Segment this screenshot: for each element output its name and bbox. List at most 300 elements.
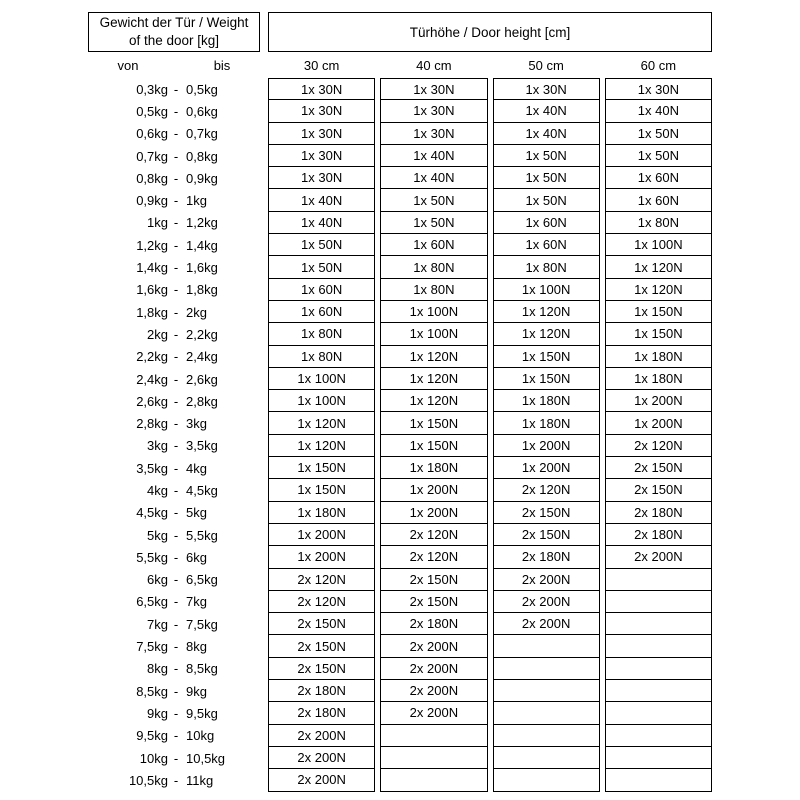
spring-value-cell: 2x 180N <box>268 680 375 702</box>
weight-header-line1: Gewicht der Tür / Weight <box>99 15 249 30</box>
weight-from: 2,4kg <box>136 371 168 387</box>
spring-value-cell: 1x 100N <box>268 390 375 412</box>
spring-value-cell <box>605 591 712 613</box>
spring-value-cell: 2x 120N <box>605 435 712 457</box>
weight-from: 1,2kg <box>136 237 168 253</box>
spring-values <box>268 702 712 724</box>
col-header-bis: bis <box>213 57 231 73</box>
table-row <box>88 390 712 412</box>
spring-value-cell: 1x 200N <box>605 412 712 434</box>
weight-range <box>88 702 260 724</box>
table-row <box>88 591 712 613</box>
spring-value-cell: 1x 200N <box>268 524 375 546</box>
spring-values <box>268 569 712 591</box>
spring-values <box>268 479 712 501</box>
col-header-von: von <box>117 57 139 73</box>
weight-from: 6kg <box>147 572 168 588</box>
weight-to: 7,5kg <box>186 616 218 632</box>
weight-from: 6,5kg <box>136 594 168 610</box>
spring-values <box>268 524 712 546</box>
spring-value-cell: 2x 150N <box>493 524 600 546</box>
weight-range <box>88 412 260 434</box>
weight-from: 10,5kg <box>128 772 168 788</box>
weight-to: 4,5kg <box>186 482 218 498</box>
spring-value-cell: 2x 200N <box>493 569 600 591</box>
weight-to: 9kg <box>186 683 207 699</box>
spring-value-cell <box>493 635 600 657</box>
weight-to: 0,8kg <box>186 148 218 164</box>
spring-value-cell <box>605 769 712 791</box>
spring-value-cell: 1x 30N <box>268 145 375 167</box>
table-row <box>88 256 712 278</box>
weight-to: 2,6kg <box>186 371 218 387</box>
weight-column-headers <box>88 58 260 73</box>
spring-value-cell: 2x 120N <box>268 591 375 613</box>
spring-value-cell: 1x 50N <box>268 234 375 256</box>
range-separator: - <box>173 103 179 119</box>
spring-value-cell: 1x 80N <box>380 279 487 301</box>
weight-range <box>88 346 260 368</box>
weight-from: 0,6kg <box>136 126 168 142</box>
spring-value-cell: 1x 50N <box>493 189 600 211</box>
range-separator: - <box>173 705 179 721</box>
spring-value-cell <box>605 702 712 724</box>
spring-values <box>268 635 712 657</box>
spring-value-cell: 1x 200N <box>493 435 600 457</box>
height-col-header: 30 cm <box>303 57 340 73</box>
door-height-header: Türhöhe / Door height [cm] <box>268 12 712 52</box>
height-col-header: 50 cm <box>528 57 564 73</box>
spring-value-cell: 1x 200N <box>380 502 487 524</box>
range-separator: - <box>173 505 179 521</box>
range-separator: - <box>173 549 179 565</box>
range-separator: - <box>173 728 179 744</box>
spring-value-cell: 2x 150N <box>493 502 600 524</box>
spring-value-cell: 1x 40N <box>268 189 375 211</box>
table-row <box>88 412 712 434</box>
weight-from: 1,6kg <box>136 282 168 298</box>
spring-values <box>268 725 712 747</box>
spring-value-cell: 1x 40N <box>380 167 487 189</box>
spring-value-cell: 2x 200N <box>605 546 712 568</box>
spring-values <box>268 658 712 680</box>
spring-value-cell: 1x 60N <box>380 234 487 256</box>
table-body <box>88 78 712 792</box>
weight-header-line2: of the door [kg] <box>128 33 220 48</box>
spring-values <box>268 279 712 301</box>
range-separator: - <box>173 683 179 699</box>
spring-value-cell: 2x 200N <box>268 769 375 791</box>
table-header-row <box>88 12 712 52</box>
spring-value-cell: 1x 30N <box>380 123 487 145</box>
weight-from: 4kg <box>147 482 168 498</box>
weight-range <box>88 256 260 278</box>
spring-value-cell: 1x 200N <box>605 390 712 412</box>
table-row <box>88 189 712 211</box>
weight-range <box>88 658 260 680</box>
weight-to: 1,6kg <box>186 260 218 276</box>
spring-value-cell: 2x 120N <box>493 479 600 501</box>
spring-values <box>268 368 712 390</box>
spring-value-cell <box>380 769 487 791</box>
spring-value-cell: 1x 80N <box>380 256 487 278</box>
spring-values <box>268 123 712 145</box>
weight-to: 4kg <box>186 460 207 476</box>
col-header-spacer <box>168 58 184 73</box>
spring-value-cell: 1x 200N <box>268 546 375 568</box>
range-separator: - <box>173 193 179 209</box>
weight-from: 0,3kg <box>136 81 168 97</box>
range-separator: - <box>173 661 179 677</box>
spring-value-cell: 1x 50N <box>605 123 712 145</box>
weight-header <box>88 12 260 52</box>
spring-values <box>268 613 712 635</box>
spring-value-cell: 2x 150N <box>605 479 712 501</box>
spring-values <box>268 323 712 345</box>
weight-range <box>88 769 260 791</box>
spring-values <box>268 167 712 189</box>
weight-range <box>88 100 260 122</box>
table-row <box>88 100 712 122</box>
weight-to: 0,7kg <box>186 126 218 142</box>
range-separator: - <box>173 616 179 632</box>
height-column-headers <box>268 58 712 73</box>
spring-value-cell: 2x 150N <box>380 569 487 591</box>
weight-to: 8,5kg <box>186 661 218 677</box>
weight-from: 9,5kg <box>136 728 168 744</box>
spring-value-cell: 1x 40N <box>268 212 375 234</box>
range-separator: - <box>173 326 179 342</box>
spring-values <box>268 256 712 278</box>
weight-to: 10kg <box>186 728 215 744</box>
weight-range <box>88 234 260 256</box>
height-col-header: 60 cm <box>640 57 677 73</box>
table-row <box>88 725 712 747</box>
spring-value-cell: 2x 120N <box>380 524 487 546</box>
weight-range <box>88 279 260 301</box>
weight-to: 11kg <box>186 772 214 788</box>
table-row <box>88 346 712 368</box>
spring-value-cell: 2x 180N <box>380 613 487 635</box>
spring-value-cell: 1x 80N <box>605 212 712 234</box>
table-row <box>88 167 712 189</box>
spring-values <box>268 435 712 457</box>
spring-value-cell: 1x 120N <box>605 256 712 278</box>
spring-value-cell <box>493 769 600 791</box>
column-header-row <box>88 52 712 78</box>
range-separator: - <box>173 260 179 276</box>
weight-from: 2,2kg <box>136 349 168 365</box>
spring-value-cell: 1x 180N <box>268 502 375 524</box>
range-separator: - <box>173 237 179 253</box>
spring-value-cell <box>493 725 600 747</box>
weight-range <box>88 78 260 100</box>
spring-value-cell: 1x 120N <box>380 390 487 412</box>
spring-value-cell <box>380 747 487 769</box>
weight-to: 2,2kg <box>186 326 218 342</box>
table-row <box>88 635 712 657</box>
spring-value-cell: 2x 120N <box>268 569 375 591</box>
weight-from: 0,9kg <box>136 193 168 209</box>
spring-value-cell <box>605 613 712 635</box>
door-weight-height-table <box>88 12 712 792</box>
table-row <box>88 546 712 568</box>
range-separator: - <box>173 126 179 142</box>
spring-value-cell: 1x 30N <box>380 78 487 100</box>
spring-value-cell: 1x 120N <box>268 412 375 434</box>
weight-range <box>88 747 260 769</box>
spring-values <box>268 301 712 323</box>
spring-values <box>268 680 712 702</box>
table-row <box>88 747 712 769</box>
spring-value-cell <box>605 747 712 769</box>
weight-from: 2kg <box>147 326 168 342</box>
spring-values <box>268 769 712 791</box>
weight-range <box>88 591 260 613</box>
spring-value-cell: 1x 50N <box>605 145 712 167</box>
weight-to: 10,5kg <box>186 750 226 766</box>
range-separator: - <box>173 170 179 186</box>
spring-value-cell: 2x 200N <box>380 635 487 657</box>
spring-value-cell: 1x 30N <box>268 123 375 145</box>
spring-value-cell: 1x 120N <box>268 435 375 457</box>
table-row <box>88 301 712 323</box>
spring-value-cell: 2x 200N <box>493 591 600 613</box>
spring-values <box>268 412 712 434</box>
spring-value-cell: 1x 100N <box>493 279 600 301</box>
range-separator: - <box>173 460 179 476</box>
spring-value-cell: 1x 120N <box>493 301 600 323</box>
weight-to: 8kg <box>186 639 207 655</box>
spring-value-cell: 1x 180N <box>605 346 712 368</box>
table-row <box>88 123 712 145</box>
weight-to: 2,8kg <box>186 393 218 409</box>
weight-from: 9kg <box>147 705 168 721</box>
weight-from: 7,5kg <box>136 639 168 655</box>
spring-value-cell: 1x 60N <box>268 301 375 323</box>
spring-value-cell: 1x 30N <box>380 100 487 122</box>
spring-value-cell: 1x 30N <box>268 100 375 122</box>
spring-value-cell: 1x 150N <box>493 368 600 390</box>
spring-value-cell: 1x 150N <box>493 346 600 368</box>
range-separator: - <box>173 639 179 655</box>
spring-value-cell: 1x 40N <box>493 100 600 122</box>
weight-from: 8,5kg <box>136 683 168 699</box>
spring-values <box>268 78 712 100</box>
spring-values <box>268 100 712 122</box>
spring-value-cell <box>493 702 600 724</box>
spring-value-cell: 2x 200N <box>268 725 375 747</box>
spring-value-cell: 1x 100N <box>605 234 712 256</box>
table-row <box>88 479 712 501</box>
range-separator: - <box>173 572 179 588</box>
weight-to: 1,4kg <box>186 237 218 253</box>
spring-values <box>268 502 712 524</box>
spring-value-cell: 2x 180N <box>605 524 712 546</box>
range-separator: - <box>173 482 179 498</box>
table-row <box>88 569 712 591</box>
spring-value-cell <box>605 725 712 747</box>
range-separator: - <box>173 148 179 164</box>
spring-value-cell <box>493 747 600 769</box>
weight-to: 2,4kg <box>186 349 218 365</box>
weight-to: 9,5kg <box>186 705 218 721</box>
table-row <box>88 658 712 680</box>
weight-range <box>88 435 260 457</box>
range-separator: - <box>173 750 179 766</box>
weight-to: 0,9kg <box>186 170 218 186</box>
weight-from: 5kg <box>147 527 168 543</box>
weight-from: 1,8kg <box>136 304 168 320</box>
spring-value-cell <box>605 569 712 591</box>
weight-range <box>88 479 260 501</box>
spring-value-cell <box>605 635 712 657</box>
spring-value-cell: 1x 180N <box>493 390 600 412</box>
table-row <box>88 368 712 390</box>
weight-from: 0,5kg <box>136 103 168 119</box>
weight-from: 10kg <box>139 750 168 766</box>
spring-value-cell: 1x 60N <box>493 212 600 234</box>
weight-range <box>88 390 260 412</box>
range-separator: - <box>173 282 179 298</box>
table-row <box>88 145 712 167</box>
spring-value-cell: 1x 120N <box>380 346 487 368</box>
spring-value-cell: 2x 200N <box>493 613 600 635</box>
spring-value-cell: 1x 80N <box>493 256 600 278</box>
spring-value-cell: 2x 150N <box>268 635 375 657</box>
spring-value-cell: 1x 30N <box>268 167 375 189</box>
spring-value-cell: 2x 200N <box>268 747 375 769</box>
weight-to: 5,5kg <box>186 527 218 543</box>
spring-value-cell: 2x 150N <box>605 457 712 479</box>
spring-value-cell: 1x 120N <box>380 368 487 390</box>
spring-value-cell: 1x 150N <box>605 323 712 345</box>
weight-to: 1,8kg <box>186 282 218 298</box>
spring-value-cell: 1x 30N <box>605 78 712 100</box>
weight-range <box>88 212 260 234</box>
spring-value-cell: 1x 60N <box>493 234 600 256</box>
range-separator: - <box>173 772 179 788</box>
spring-value-cell: 1x 50N <box>493 167 600 189</box>
spring-value-cell: 2x 180N <box>605 502 712 524</box>
weight-range <box>88 457 260 479</box>
weight-to: 1,2kg <box>186 215 218 231</box>
table-row <box>88 769 712 791</box>
weight-range <box>88 123 260 145</box>
weight-to: 1kg <box>186 193 207 209</box>
spring-value-cell <box>493 680 600 702</box>
weight-range <box>88 680 260 702</box>
range-separator: - <box>173 81 179 97</box>
weight-from: 8kg <box>147 661 168 677</box>
spring-value-cell: 1x 60N <box>605 189 712 211</box>
spring-value-cell: 1x 150N <box>268 479 375 501</box>
weight-from: 0,7kg <box>136 148 168 164</box>
weight-to: 3kg <box>186 416 207 432</box>
spring-value-cell: 2x 120N <box>380 546 487 568</box>
spring-value-cell: 1x 150N <box>605 301 712 323</box>
weight-range <box>88 569 260 591</box>
range-separator: - <box>173 349 179 365</box>
spring-value-cell: 1x 100N <box>380 301 487 323</box>
weight-range <box>88 524 260 546</box>
weight-from: 2,6kg <box>136 393 168 409</box>
weight-range <box>88 725 260 747</box>
spring-value-cell: 1x 180N <box>605 368 712 390</box>
weight-to: 5kg <box>186 505 207 521</box>
weight-to: 6,5kg <box>186 572 218 588</box>
table-row <box>88 524 712 546</box>
spring-values <box>268 346 712 368</box>
spring-value-cell: 1x 50N <box>380 189 487 211</box>
weight-range <box>88 301 260 323</box>
weight-range <box>88 167 260 189</box>
weight-to: 6kg <box>186 549 207 565</box>
spring-values <box>268 390 712 412</box>
table-row <box>88 212 712 234</box>
weight-from: 0,8kg <box>136 170 168 186</box>
weight-from: 1,4kg <box>136 260 168 276</box>
spring-value-cell: 1x 60N <box>605 167 712 189</box>
weight-range <box>88 613 260 635</box>
weight-from: 3,5kg <box>136 460 168 476</box>
spring-value-cell <box>493 658 600 680</box>
spring-value-cell: 1x 40N <box>493 123 600 145</box>
table-row <box>88 435 712 457</box>
spring-values <box>268 145 712 167</box>
spring-value-cell: 2x 180N <box>268 702 375 724</box>
spring-value-cell: 1x 120N <box>493 323 600 345</box>
spring-value-cell: 1x 80N <box>268 346 375 368</box>
spring-value-cell: 1x 100N <box>380 323 487 345</box>
spring-value-cell: 1x 180N <box>380 457 487 479</box>
spring-value-cell: 1x 30N <box>268 78 375 100</box>
weight-from: 4,5kg <box>136 505 168 521</box>
weight-range <box>88 635 260 657</box>
spring-value-cell <box>605 680 712 702</box>
weight-to: 3,5kg <box>186 438 218 454</box>
table-row <box>88 279 712 301</box>
weight-to: 2kg <box>186 304 207 320</box>
spring-value-cell: 1x 30N <box>493 78 600 100</box>
spring-values <box>268 189 712 211</box>
range-separator: - <box>173 527 179 543</box>
spring-value-cell: 1x 50N <box>268 256 375 278</box>
weight-range <box>88 145 260 167</box>
weight-to: 0,5kg <box>186 81 218 97</box>
range-separator: - <box>173 304 179 320</box>
table-row <box>88 613 712 635</box>
spring-value-cell <box>380 725 487 747</box>
range-separator: - <box>173 438 179 454</box>
table-row <box>88 234 712 256</box>
spring-value-cell: 1x 150N <box>380 412 487 434</box>
table-row <box>88 702 712 724</box>
spring-value-cell: 2x 200N <box>380 680 487 702</box>
range-separator: - <box>173 371 179 387</box>
spring-value-cell: 1x 150N <box>380 435 487 457</box>
spring-value-cell: 2x 180N <box>493 546 600 568</box>
spring-value-cell: 1x 40N <box>380 145 487 167</box>
table-row <box>88 680 712 702</box>
spring-value-cell: 2x 150N <box>268 613 375 635</box>
spring-values <box>268 234 712 256</box>
height-col-header: 40 cm <box>416 57 452 73</box>
table-row <box>88 457 712 479</box>
range-separator: - <box>173 215 179 231</box>
spring-value-cell: 1x 60N <box>268 279 375 301</box>
spring-value-cell: 1x 80N <box>268 323 375 345</box>
